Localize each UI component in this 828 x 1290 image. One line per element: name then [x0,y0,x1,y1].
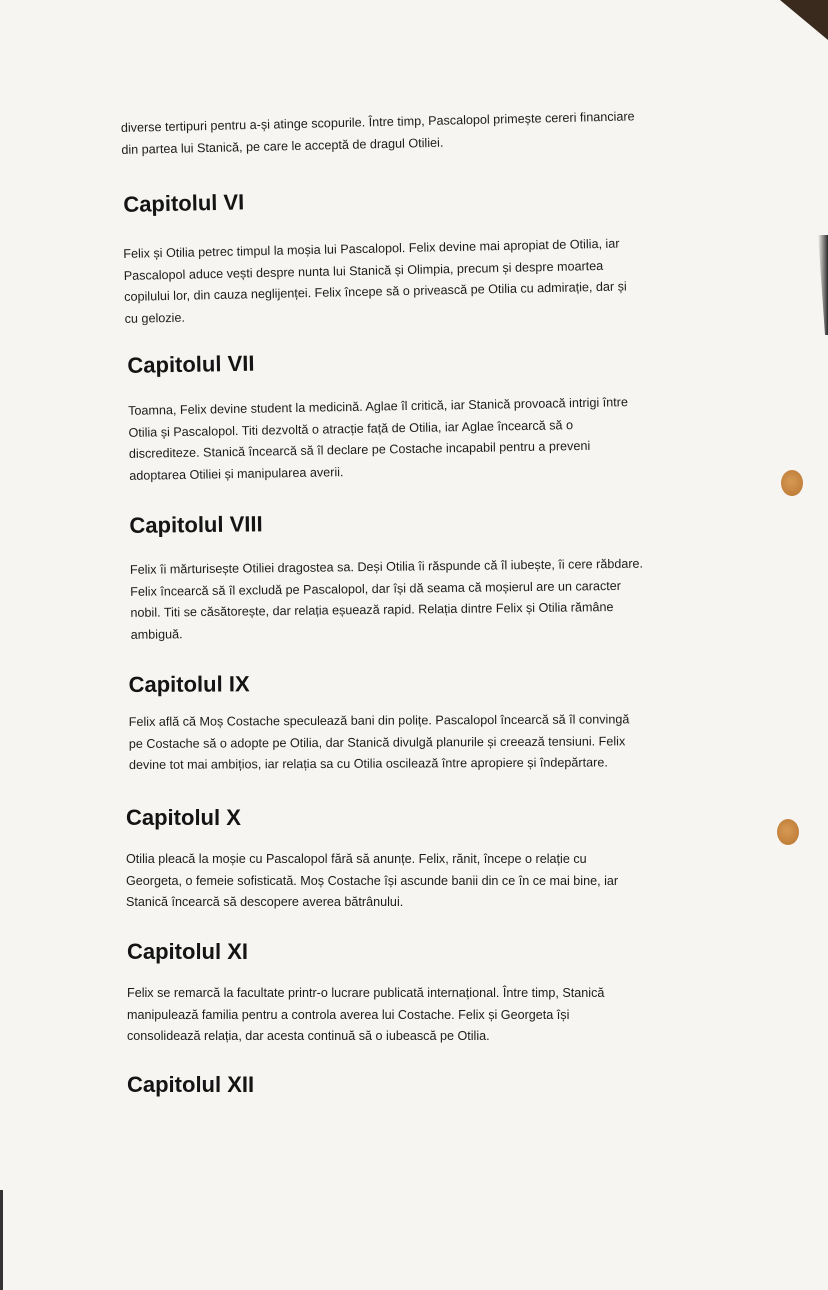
text-line: Otilia pleacă la moșie cu Pascalopol fără să anunțe. Felix, rănit, începe o relație cu [126,852,587,866]
chapter-heading: Capitolul XI [127,939,248,964]
chapter-paragraph [126,849,618,914]
text-line: devine tot mai ambițios, iar relația sa cu Otilia oscilează între apropiere și îndepărtare. [128,755,608,772]
chapter-paragraph [123,233,627,330]
text-line: copilului lor, din cauza neglijenței. Felix începe să o privească pe Otilia cu admirație, dar și [124,279,627,304]
punch-hole [781,470,803,496]
chapter-heading: Capitolul X [126,805,241,830]
text-line: Georgeta, o femeie sofisticată. Moș Costache își ascunde banii din ce în ce mai bine, iar [126,873,619,888]
text-line: nobil. Titi se căsătorește, dar relația eșuează rapid. Relația dintre Felix și Otilia rămâne [130,599,614,620]
text-line: cu gelozie. [124,310,186,326]
page-edge-shadow [818,235,828,335]
chapter-heading: Capitolul XII [127,1072,255,1097]
intro-paragraph [121,106,636,161]
text-line: Felix și Otilia petrec timpul la moșia lui Pascalopol. Felix devine mai apropiat de Otilia, iar [123,236,620,261]
chapter-heading: Capitolul VI [123,189,245,217]
text-line: Felix se remarcă la facultate printr-o lucrare publicată internațional. Între timp, Stanică [127,986,605,1000]
punch-hole [777,819,799,845]
chapter-paragraph [129,709,630,776]
text-line: Toamna, Felix devine student la medicină. Aglae îl critică, iar Stanică provoacă intrigi între [128,395,629,418]
text-line: manipulează familia pentru a controla averea lui Costache. Felix și Georgeta își [127,1007,570,1022]
chapter-paragraph [127,983,604,1048]
text-line: Otilia și Pascalopol. Titi dezvoltă o atracție față de Otilia, iar Aglae încearcă să o [128,417,574,440]
text-line: din partea lui Stanică, pe care le acceptă de dragul Otiliei. [121,135,444,157]
chapter-heading: Capitolul IX [128,671,250,697]
text-line: Felix îi mărturisește Otiliei dragostea sa. Deși Otilia îi răspunde că îl iubește, îi cere răbdare. [129,556,644,577]
page-corner-shadow [780,0,828,40]
text-line: Felix află că Moș Costache speculează bani din polițe. Pascalopol încearcă să îl convingă [128,712,630,729]
chapter-heading: Capitolul VIII [129,511,263,538]
chapter-paragraph [128,392,629,487]
text-line: Felix încearcă să îl excludă pe Pascalopol, dar își dă seama că moșierul are un caracter [130,578,621,599]
text-line: consolidează relația, dar acesta continuă să o iubească pe Otilia. [127,1029,490,1043]
text-line: Pascalopol aduce vești despre nunta lui Stanică și Olimpia, precum și despre moartea [123,258,604,283]
chapter-paragraph [130,554,644,646]
left-edge-shadow [0,1190,3,1290]
text-line: diverse tertipuri pentru a-și atinge scopurile. Între timp, Pascalopol primește cereri financiare [120,109,635,135]
text-line: pe Costache să o adopte pe Otilia, dar Stanică divulgă planurile și creează tensiuni. Felix [128,733,626,751]
text-line: discrediteze. Stanică încearcă să îl declare pe Costache incapabil pentru a preveni [128,438,591,461]
intro-section [0,0,828,157]
chapter-heading: Capitolul VII [127,350,255,378]
text-line: ambiguă. [130,626,183,642]
text-line: Stanică încearcă să descopere averea bătrânului. [126,895,404,909]
text-line: adoptarea Otiliei și manipularea averii. [129,464,344,483]
